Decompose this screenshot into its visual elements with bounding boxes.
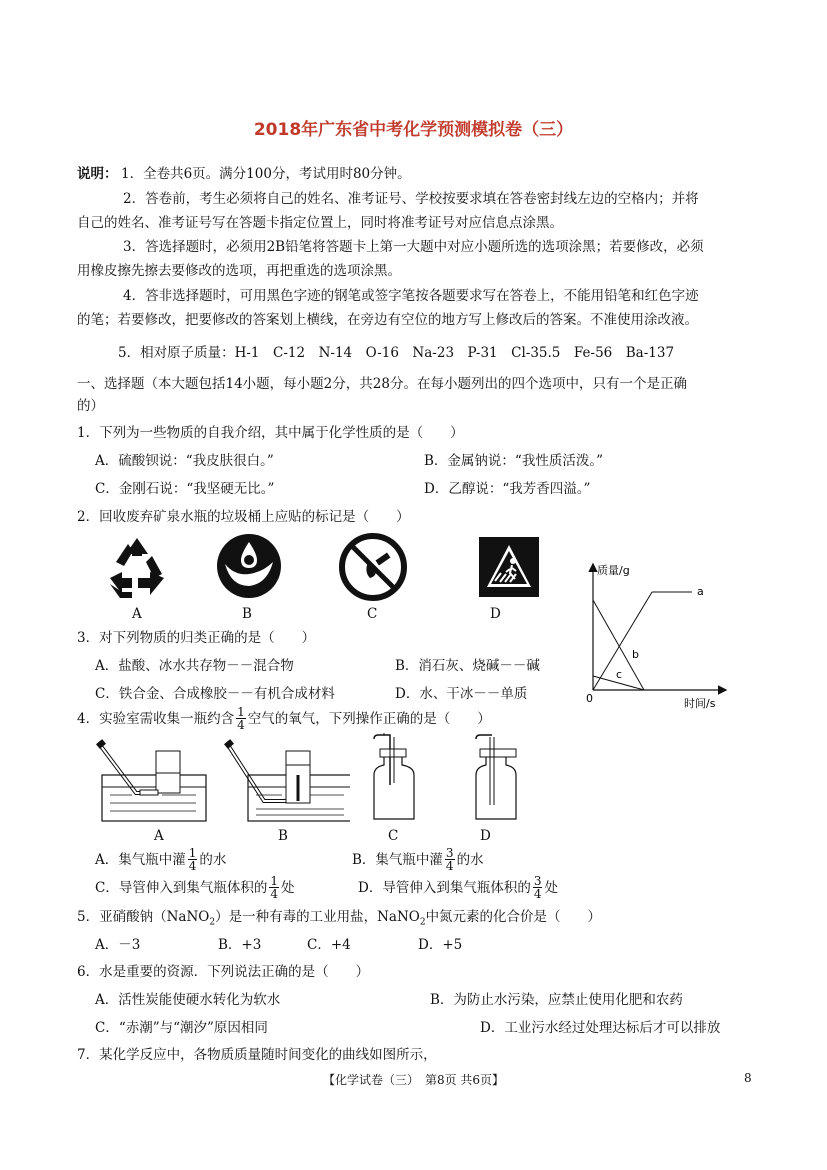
q7-stem: 7．某化学反应中，各物质质量随时间变化的曲线如图所示，: [77, 1047, 437, 1063]
curve-a-rise: [593, 592, 652, 690]
graph-xlabel: 时间/s: [684, 697, 716, 710]
q3-option-d: D．水、干冰－－单质: [395, 686, 528, 702]
mass-time-graph: [580, 560, 730, 715]
instruction-line-3a: 3．答选择题时，必须用2B铅笔将答题卡上第一大题中对应小题所选的选项涂黑；若要修改，必须: [123, 239, 704, 255]
q4-option-d-post: 处: [544, 879, 558, 896]
instruction-line-4b: 的笔；若要修改，把要修改的答案划上横线，在旁边有空位的地方写上修改后的答案。不准使用涂改液。: [77, 312, 698, 328]
instruction-line-2b: 自己的姓名、准考证号写在答题卡指定位置上，同时将准考证号对应信息点涂黑。: [77, 215, 563, 231]
q4-option-b-post: 的水: [456, 851, 484, 868]
recycle-symbol-icon: [102, 532, 172, 602]
q4-option-c-fraction: $\frac{1}{4}$: [270, 874, 278, 901]
q6-option-b: B．为防止水污染，应禁止使用化肥和农药: [430, 992, 683, 1008]
q4-option-a-post: 的水: [199, 851, 227, 868]
q5-stem-mid: ）是一种有毒的工业用盐，NaNO: [215, 909, 420, 925]
q4-option-d-pre: D．导管伸入到集气瓶体积的: [358, 879, 531, 896]
curve-a-label: a: [697, 585, 704, 598]
q4-option-a-pre: A．集气瓶中灌: [95, 851, 186, 868]
section-heading-b: 的）: [77, 398, 104, 414]
q3-option-c: C．铁合金、合成橡胶－－有机合成材料: [95, 686, 335, 702]
instruction-line-1: 1．全卷共6页。满分100分，考试用时80分钟。: [121, 166, 411, 182]
instruction-line-4a: 4．答非选择题时，可用黑色字迹的钢笔或签字笔按各题要求写在答卷上，不能用铅笔和红色字迹: [123, 288, 699, 304]
q4-option-a-fraction: $\frac{1}{4}$: [188, 846, 197, 873]
no-burning-symbol-icon: [338, 532, 408, 602]
q4-option-c-pre: C．导管伸入到集气瓶体积的: [95, 879, 268, 896]
q4-option-a: [95, 847, 226, 872]
q4-stem-pre: 4．实验室需收集一瓶约含: [77, 710, 235, 727]
graph-ylabel: 质量/g: [597, 564, 630, 577]
instruction-line-3b: 用橡皮擦先擦去要修改的选项，再把重选的选项涂黑。: [77, 263, 401, 279]
q1-option-a: A．硫酸钡说：“我皮肤很白。”: [95, 453, 274, 469]
q4-option-d-fraction: $\frac{3}{4}$: [533, 874, 542, 901]
apparatus-b-figure: [220, 735, 350, 823]
pedestrian-crossing-symbol-icon: [479, 537, 539, 597]
q5-subscript-2: 2: [419, 917, 426, 928]
q5-stem-post: 中氮元素的化合价是（ ）: [425, 909, 602, 925]
apparatus-d-figure: [460, 733, 520, 823]
q6-option-d: D．工业污水经过处理达标后才可以排放: [480, 1020, 721, 1036]
instruction-line-2a: 2．答卷前，考生必须将自己的姓名、准考证号、学校按要求填在答卷密封线左边的空格内；并将: [123, 191, 699, 207]
instructions-label: 说明：: [77, 166, 118, 182]
atomic-masses: 5．相对原子质量：H-1 C-12 N-14 O-16 Na-23 P-31 Cl-35.5 Fe-56 Ba-137: [118, 345, 675, 361]
q3-option-b: B．消石灰、烧碱－－碱: [395, 658, 540, 674]
q4-label-d: D: [480, 828, 491, 844]
q2-label-d: D: [490, 606, 501, 622]
q5-option-c: C．+4: [307, 937, 351, 953]
page-number: 8: [744, 1071, 752, 1085]
q5-option-a: A．－3: [95, 937, 141, 953]
q1-option-b: B．金属钠说：“我性质活泼。”: [424, 453, 603, 469]
q3-option-a: A．盐酸、冰水共存物－－混合物: [95, 658, 294, 674]
water-saving-symbol-icon: [215, 532, 283, 600]
q4-stem-fraction: $\frac{1}{4}$: [237, 705, 245, 732]
q2-label-a: A: [132, 606, 142, 622]
page-title: 2018年广东省中考化学预测模拟卷（三）: [253, 120, 574, 140]
q5-stem-pre: 5．亚硝酸钠（NaNO: [77, 909, 210, 925]
q5-stem: [77, 908, 601, 932]
q3-stem: 3．对下列物质的归类正确的是（ ）: [77, 630, 316, 646]
apparatus-a-figure: [92, 735, 222, 823]
apparatus-c-figure: [370, 733, 420, 823]
q5-subscript-1: 2: [209, 917, 216, 928]
q4-label-b: B: [278, 828, 288, 844]
q5-option-b: B．+3: [218, 937, 262, 953]
q4-option-c-post: 处: [280, 879, 295, 896]
q1-stem: 1．下列为一些物质的自我介绍，其中属于化学性质的是（ ）: [77, 425, 464, 441]
q6-option-c: C．“赤潮”与“潮汐”原因相同: [95, 1020, 268, 1036]
q1-option-c: C．金刚石说：“我坚硬无比。”: [95, 481, 275, 497]
curve-c-label: c: [616, 668, 623, 681]
q4-stem: [77, 706, 491, 731]
q2-stem: 2．回收废弃矿泉水瓶的垃圾桶上应贴的标记是（ ）: [77, 509, 410, 525]
q2-label-b: B: [242, 606, 252, 622]
q4-option-d: [358, 875, 558, 900]
q6-stem: 6．水是重要的资源．下列说法正确的是（ ）: [77, 964, 370, 980]
q6-option-a: A．活性炭能使硬水转化为软水: [95, 992, 281, 1008]
q5-option-d: D．+5: [418, 937, 463, 953]
q4-stem-post: 空气的氧气，下列操作正确的是（ ）: [247, 710, 491, 727]
curve-b-label: b: [632, 648, 639, 661]
q1-option-d: D．乙醇说：“我芳香四溢。”: [424, 481, 591, 497]
q4-option-c: [95, 875, 294, 900]
section-heading-a: 一、选择题（本大题包括14小题，每小题2分，共28分。在每小题列出的四个选项中，只有一个是正确: [77, 376, 687, 392]
q4-option-b: [352, 847, 484, 872]
page-footer: 【化学试卷（三） 第8页 共6页】: [322, 1073, 505, 1087]
graph-origin: 0: [586, 692, 593, 705]
q2-label-c: C: [367, 606, 378, 622]
q4-label-c: C: [388, 828, 399, 844]
q4-option-b-fraction: $\frac{3}{4}$: [445, 846, 454, 873]
q4-label-a: A: [154, 828, 164, 844]
q4-option-b-pre: B．集气瓶中灌: [352, 851, 443, 868]
